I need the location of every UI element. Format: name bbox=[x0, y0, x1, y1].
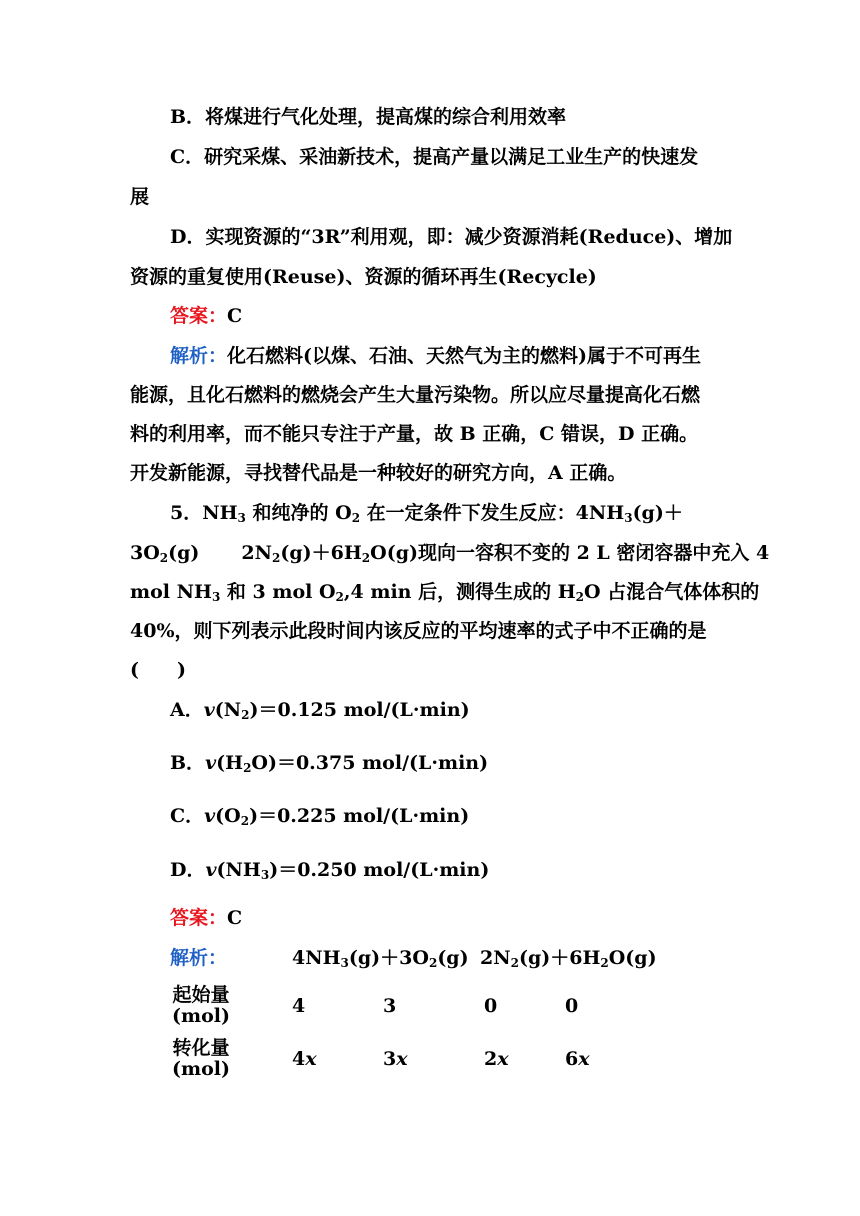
analysis-1-line4: 开发新能源，寻找替代品是一种较好的研究方向，A 正确。 bbox=[130, 462, 627, 484]
option-b: B．将煤进行气化处理，提高煤的综合利用效率 bbox=[170, 106, 567, 128]
row-label-initial: 起始量 (mol) bbox=[172, 984, 230, 1027]
option-c-line1: C．研究采煤、采油新技术，提高产量以满足工业生产的快速发 bbox=[170, 146, 699, 168]
answer-label: 答案： bbox=[170, 305, 228, 327]
analysis-1-line2: 能源，且化石燃料的燃烧会产生大量污染物。所以应尽量提高化石燃 bbox=[130, 384, 701, 406]
option-5d: D．$v(NH_3)=0.250$ mol/(L·min) bbox=[170, 859, 490, 882]
answer-value: C bbox=[227, 907, 243, 929]
initial-nh3: 4 bbox=[292, 995, 306, 1017]
question-5-line5: ( ) bbox=[130, 659, 186, 681]
answer-2 bbox=[170, 905, 730, 931]
option-5b: B．$v(H_2O)=0.375$ mol/(L·min) bbox=[170, 752, 489, 775]
question-5-line3: mol $NH_3$ 和 3 mol $O_2,4$ min 后，测得生成的 $H_2O$ 占混合气体体积的 bbox=[130, 581, 760, 604]
initial-o2: 3 bbox=[383, 995, 397, 1017]
analysis-1-line3: 料的利用率，而不能只专注于产量，故 B 正确，C 错误，D 正确。 bbox=[130, 423, 699, 445]
row-label-converted: 转化量 (mol) bbox=[172, 1037, 230, 1080]
analysis-1-line1: 解析：化石燃料(以煤、石油、天然气为主的燃料)属于不可再生 bbox=[170, 345, 701, 367]
option-d-line1: D．实现资源的“3R”利用观，即：减少资源消耗(Reduce)、增加 bbox=[170, 226, 733, 248]
analysis-label: 解析： bbox=[170, 345, 228, 367]
initial-h2o: 0 bbox=[565, 995, 579, 1017]
converted-n2: 2x bbox=[484, 1048, 509, 1070]
option-d-line2: 资源的重复使用(Reuse)、资源的循环再生(Recycle) bbox=[130, 266, 597, 288]
question-5-line2: $3O_2(g)$ $2N_2(g)+6H_2O(g)$现向一容积不变的 2 L 密闭容器中充入 4 bbox=[130, 542, 770, 565]
converted-nh3: 4x bbox=[292, 1048, 317, 1070]
question-5-line4: 40%，则下列表示此段时间内该反应的平均速率的式子中不正确的是 bbox=[130, 620, 707, 642]
initial-n2: 0 bbox=[484, 995, 498, 1017]
answer-label: 答案： bbox=[170, 907, 228, 929]
analysis-2-label: 解析： bbox=[170, 947, 228, 969]
option-c-line2: 展 bbox=[130, 186, 150, 208]
option-5a: A．$v(N_2)=0.125$ mol/(L·min) bbox=[170, 699, 470, 722]
question-5-line1: 5．$NH_3$ 和纯净的 $O_2$ 在一定条件下发生反应：$4NH_3(g)+$ bbox=[170, 502, 683, 525]
converted-h2o: 6x bbox=[565, 1048, 590, 1070]
answer-1 bbox=[170, 303, 730, 329]
option-5c: C．$v(O_2)=0.225$ mol/(L·min) bbox=[170, 805, 470, 828]
answer-value: C bbox=[227, 305, 243, 327]
equation-left: $4NH_3(g)+3O_2(g)$ bbox=[292, 947, 469, 970]
converted-o2: 3x bbox=[383, 1048, 408, 1070]
equation-right: $2N_2(g)+6H_2O(g)$ bbox=[480, 947, 657, 970]
